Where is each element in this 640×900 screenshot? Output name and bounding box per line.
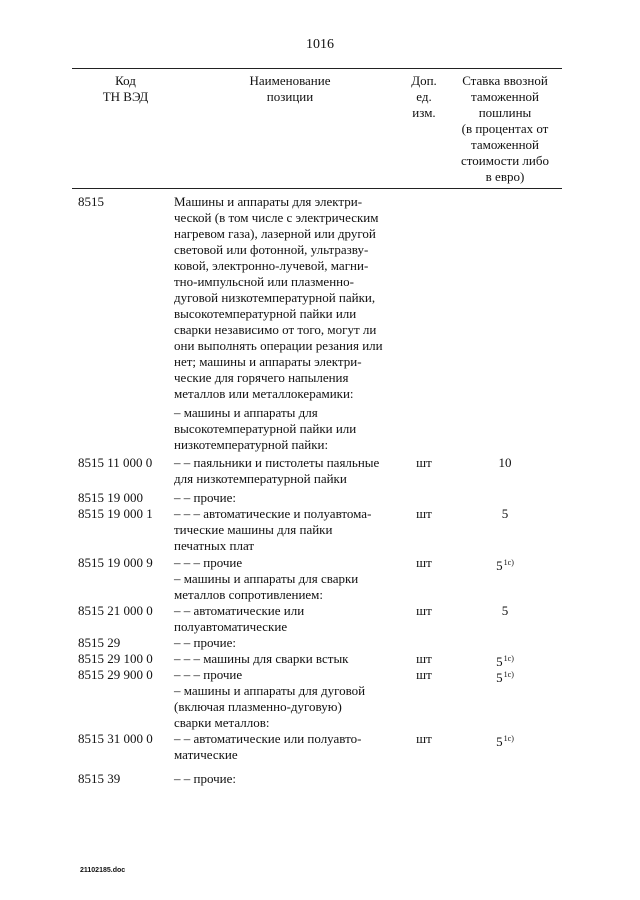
row-rate-value: 10	[498, 455, 512, 470]
row-rate-value: 5	[496, 670, 503, 685]
row-code: 8515 39	[78, 771, 121, 786]
row-rate-footnote: 1с)	[503, 558, 514, 567]
header-unit: Доп. ед. изм.	[411, 73, 437, 120]
row-name: – машины и аппараты для дуговой (включая плазменно-дуговую) сварки металлов:	[174, 683, 366, 730]
row-rate-value: 5	[496, 654, 503, 669]
row-name: – машины и аппараты для высокотемпературной пайки или низкотемпературной пайки:	[174, 405, 357, 452]
row-code: 8515 29	[78, 635, 121, 650]
row-code: 8515 29 100 0	[78, 651, 153, 666]
row-unit: шт	[416, 667, 432, 682]
row-code: 8515 19 000 1	[78, 506, 153, 521]
row-rate-footnote: 1с)	[503, 734, 514, 743]
row-unit: шт	[416, 651, 432, 666]
row-name: – – – автоматические и полуавтома- тические машины для пайки печатных плат	[174, 506, 372, 553]
row-name: – – прочие:	[174, 490, 236, 505]
row-rate-footnote: 1с)	[503, 670, 514, 679]
header-bottom-rule	[72, 188, 562, 189]
row-code: 8515 31 000 0	[78, 731, 153, 746]
row-name: – машины и аппараты для сварки металлов сопротивлением:	[174, 571, 359, 602]
row-code: 8515 21 000 0	[78, 603, 153, 618]
row-name: – – – прочие	[174, 667, 243, 682]
row-name: – – паяльники и пистолеты паяльные для низкотемпературной пайки	[174, 455, 380, 486]
footer-filename: 21102185.doc	[80, 867, 126, 874]
header-code: Код ТН ВЭД	[102, 73, 149, 104]
row-rate	[470, 455, 540, 471]
row-unit: шт	[416, 555, 432, 570]
row-code: 8515 19 000 9	[78, 555, 153, 570]
row-name: – – – машины для сварки встык	[174, 651, 349, 666]
row-code: 8515 19 000	[78, 490, 143, 505]
row-rate-footnote: 1с)	[503, 654, 514, 663]
row-unit: шт	[416, 455, 432, 470]
row-rate	[470, 603, 540, 619]
row-code: 8515	[78, 194, 104, 209]
row-rate-value: 5	[496, 734, 503, 749]
row-unit: шт	[416, 731, 432, 746]
row-rate	[470, 555, 540, 574]
row-rate	[470, 731, 540, 750]
row-name: – – автоматические или полуавто- матические	[174, 731, 362, 762]
row-name: Машины и аппараты для электри- ческой (в том числе с электрическим нагревом газа), лазерной или другой световой или фотонной, ультразву- ковой, электронно-лучевой, магни- тно-импульсной или плазменно- дуговой низкотемпературной пайки, высокотемпературной пайки или сварки независимо от того, могут ли они выполнять операции резания или нет; машины и аппараты электри- ческие для горячего напыления металлов или металлокерамики:	[174, 194, 383, 401]
row-name: – – прочие:	[174, 635, 236, 650]
row-rate-value: 5	[501, 506, 509, 521]
row-unit: шт	[416, 603, 432, 618]
row-name: – – – прочие	[174, 555, 243, 570]
row-rate-value: 5	[501, 603, 509, 618]
header-name: Наименование позиции	[249, 73, 331, 104]
table-top-rule	[72, 68, 562, 69]
header-rate: Ставка ввозной таможенной пошлины (в процентах от таможенной стоимости либо в евро)	[460, 73, 549, 184]
row-code: 8515 11 000 0	[78, 455, 153, 470]
row-rate	[470, 667, 540, 686]
page-number: 1016	[306, 37, 334, 52]
row-rate	[470, 506, 540, 522]
row-code: 8515 29 900 0	[78, 667, 153, 682]
row-name: – – автоматические или полуавтоматические	[174, 603, 305, 634]
row-rate-value: 5	[496, 558, 503, 573]
row-name: – – прочие:	[174, 771, 236, 786]
row-unit: шт	[416, 506, 432, 521]
